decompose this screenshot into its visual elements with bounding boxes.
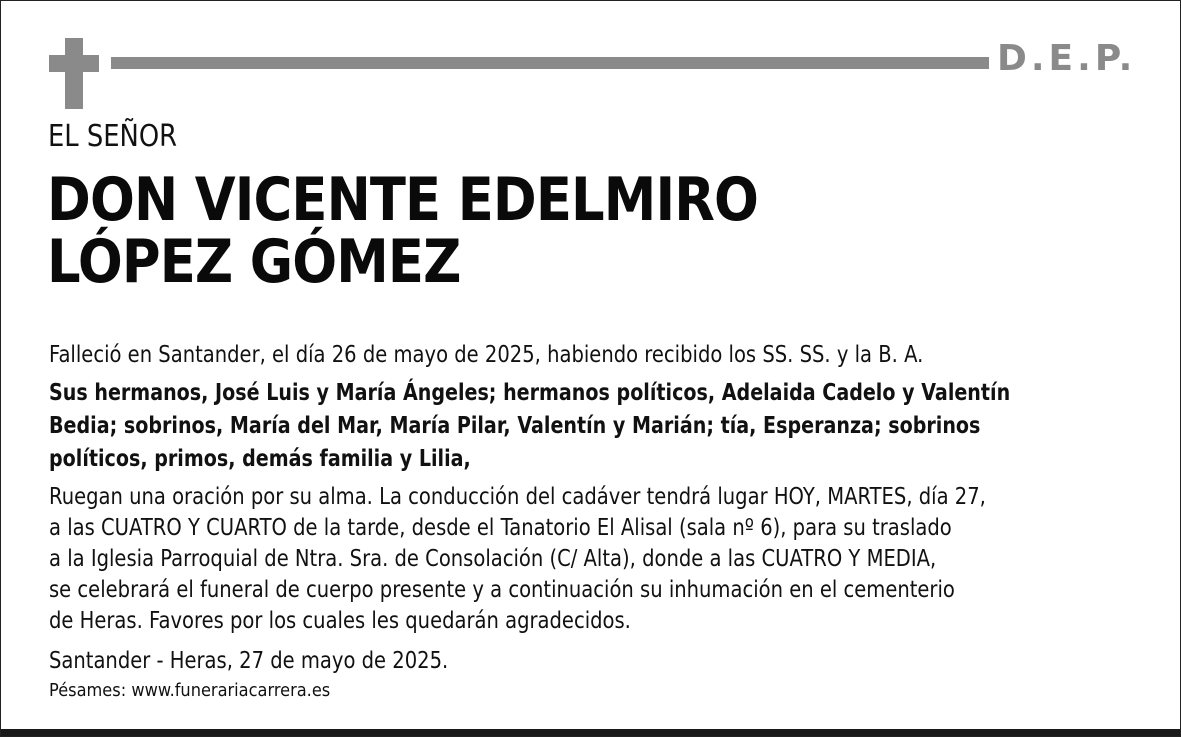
prayer-line: de Heras. Favores por los cuales les quedarán agradecidos.	[49, 608, 631, 634]
prayer-line: a las CUATRO Y CUARTO de la tarde, desde el Tanatorio El Alisal (sala nº 6), para su traslado	[49, 515, 952, 541]
prayer-paragraph	[49, 482, 986, 637]
prayer-line: Ruegan una oración por su alma. La conducción del cadáver tendrá lugar HOY, MARTES, día 27,	[49, 484, 986, 510]
header-rule	[111, 57, 989, 69]
place-date: Santander - Heras, 27 de mayo de 2025.	[49, 648, 449, 674]
name-line-2: LÓPEZ GÓMEZ	[47, 227, 461, 297]
family-line: Bedia; sobrinos, María del Mar, María Pilar, Valentín y Marián; tía, Esperanza; sobrinos	[49, 413, 981, 439]
family-paragraph	[49, 377, 1010, 476]
cross-icon-bar	[49, 55, 99, 72]
death-notice: Falleció en Santander, el día 26 de mayo de 2025, habiendo recibido los SS. SS. y la B. A.	[49, 342, 924, 368]
cross-icon	[65, 38, 83, 109]
family-line: políticos, primos, demás familia y Lilia,	[49, 446, 471, 472]
condolences-link[interactable]: Pésames: www.funerariacarrera.es	[49, 680, 331, 701]
family-line: Sus hermanos, José Luis y María Ángeles; hermanos políticos, Adelaida Cadelo y Valentín	[49, 380, 1011, 406]
dep-label: D.E.P.	[997, 38, 1137, 79]
prayer-line: se celebrará el funeral de cuerpo presente y a continuación su inhumación en el cementerio	[49, 577, 955, 603]
honorific: EL SEÑOR	[48, 119, 178, 154]
prayer-line: a la Iglesia Parroquial de Ntra. Sra. de Consolación (C/ Alta), donde a las CUATRO Y MEDIA,	[49, 546, 937, 572]
deceased-name	[47, 165, 759, 297]
bottom-rule	[1, 729, 1180, 736]
name-line-1: DON VICENTE EDELMIRO	[47, 165, 759, 235]
